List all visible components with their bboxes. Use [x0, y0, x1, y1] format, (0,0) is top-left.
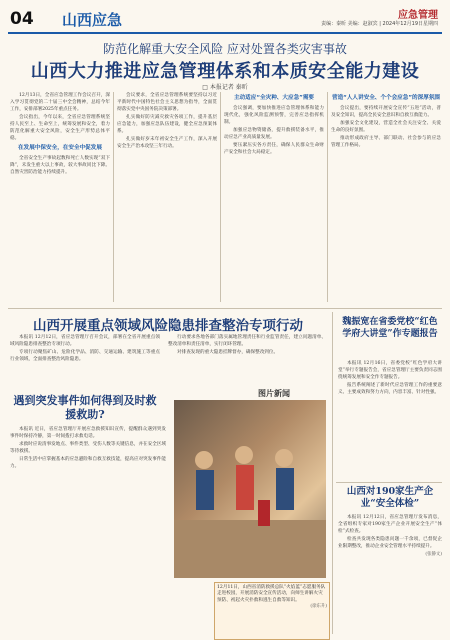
enterprise-credit: (张静文) — [425, 552, 442, 557]
column-divider — [327, 92, 328, 302]
section-brand: 应急管理 — [398, 10, 438, 21]
section-divider — [336, 482, 442, 483]
special-column-1 — [10, 334, 160, 390]
lead-paragraph: 扎实做好防灾减灾救灾各项工作，提升基层应急能力，加强应急队伍建设，健全应急预案体系。 — [117, 115, 217, 134]
photo-caption: 12月11日，山西省消防救援总队“火焰蓝”志愿服务队走进校园，开展消防安全宣传活动，向师生讲解火灾预防、初起火灾扑救和逃生自救等知识。 — [217, 585, 326, 603]
enterprise-paragraph: 检查共发现各类隐患问题一千余项，已督促企业限期整改，推动企业安全管理水平持续提升。 — [338, 537, 442, 549]
issue-meta: 责编：秦昕 美编：赵淑宾 | 2024年12月19日星期四 — [321, 21, 438, 27]
special-paragraph: 专项行动聚焦矿山、危险化学品、消防、交通运输、建筑施工等重点行业领域，全面排查整治风险隐患。 — [10, 350, 160, 362]
lead-paragraph: 会议强调，要加快推进应急管理体系和能力现代化，强化风险监测预警，完善应急指挥机制。 — [224, 106, 324, 125]
photo-credit: (徐东升) — [310, 604, 327, 610]
page-number: 04 — [10, 9, 34, 29]
column-divider — [113, 92, 114, 302]
lead-paragraph: 加强应急物资储备，提升救援装备水平，推动应急产业高质量发展。 — [224, 128, 324, 140]
lead-paragraph: 扎实做好岁末年初安全生产工作，深入开展安全生产治本攻坚三年行动。 — [117, 137, 217, 149]
lead-paragraph: 会议提出，要持续开展安全宣传“五进”活动，普及安全知识，提高全民安全意识和自救互救能力。 — [331, 106, 441, 118]
special-paragraph: 对排查发现的重大隐患挂牌督办，确保整改到位。 — [177, 350, 279, 355]
lead-subheading: 主动适应“全灾种、大应急”需要 — [233, 95, 315, 101]
enterprise-paragraph: 本报讯 12月12日，省应急管理厅发布消息，全省组织专家对190家生产企业开展安全生产“体检”式检查。 — [338, 515, 442, 534]
lead-subtitle: 防范化解重大安全风险 应对处置各类灾害事故 — [103, 42, 347, 56]
special-paragraph: 行动要求各地各部门落实属地管理责任和行业监管责任，建立问题清单、整改清单和责任清单，实行闭环管理。 — [168, 335, 326, 347]
section-title: 山西应急 — [62, 11, 123, 29]
lead-title: 山西大力推进应急管理体系和本质安全能力建设 — [30, 61, 420, 82]
rescue-paragraph: 求救时应说清事发地点、事件类型、受伤人数等关键信息，并在安全区域等待救援。 — [10, 442, 166, 454]
lead-paragraph: 会议要求，全省应急管理系统要坚持以习近平新时代中国特色社会主义思想为指导，全面贯彻落实党中央国务院决策部署。 — [117, 93, 217, 112]
lecture-paragraph: 本报讯 12月16日，省委党校“红色学府大讲堂”举行专题报告会，省应急管理厅主要负责同志围绕统筹发展和安全作专题报告。 — [338, 361, 442, 380]
fire-drill-illustration — [174, 400, 326, 578]
lead-paragraph: 推动形成政府主导、部门联动、社会参与的应急管理工作格局。 — [331, 136, 441, 148]
rescue-column — [10, 426, 166, 634]
lead-paragraph: 会议指出，今年以来，全省应急管理系统坚持人民至上、生命至上，统筹发展和安全，着力防范化解重大安全风险，安全生产形势总体平稳。 — [10, 115, 110, 141]
lead-paragraph: 全省安全生产事故起数和死亡人数实现“双下降”，未发生重大以上事故，较大事故同比下降。自然灾害防治能力持续提升。 — [10, 156, 110, 175]
lead-paragraph: 要压紧压实各方责任，确保人民群众生命财产安全和社会大局稳定。 — [224, 143, 324, 155]
lead-column-2 — [117, 92, 217, 304]
photo-news-label: 图片新闻 — [258, 389, 290, 398]
special-column-2 — [168, 334, 326, 390]
rescue-paragraph: 本报讯 近日，省应急管理厅开展应急救援知识宣传，提醒群众遇到突发事件时保持冷静，第一时间拨打求救电话。 — [10, 427, 166, 439]
lead-subheading: 营造“人人讲安全、个个会应急”的深厚氛围 — [331, 95, 441, 101]
news-photo — [174, 400, 326, 578]
header-rule — [8, 32, 442, 34]
lecture-column — [338, 360, 442, 478]
enterprise-column — [338, 514, 442, 626]
lecture-title: 魏振宽在省委党校“红色学府大讲堂”作专题报告 — [342, 317, 438, 339]
lead-column-4 — [331, 92, 441, 304]
lead-column-3 — [224, 92, 324, 304]
lead-byline: □ 本报记者 秦昕 — [202, 84, 248, 91]
rescue-title: 遇到突发事件如何得到及时救援救助? — [13, 394, 157, 421]
lead-paragraph: 12月13日，全省应急管理工作会议召开，深入学习贯彻党的二十届三中全会精神，总结今年工作，安排部署2025年重点任务。 — [10, 93, 110, 112]
lecture-paragraph: 报告系统阐述了新时代应急管理工作的重要意义、主要成效和努力方向，内容丰富、针对性强。 — [338, 383, 442, 395]
lead-subheading: 在发展中保安全，在安全中促发展 — [18, 145, 102, 151]
lead-paragraph: 加强安全文化建设，营造全社会关注安全、关爱生命的良好氛围。 — [331, 121, 441, 133]
column-divider — [332, 312, 333, 634]
page-header — [0, 0, 450, 34]
special-paragraph: 本报讯 12月12日，省应急管理厅召开会议，部署在全省开展重点领域风险隐患排查整治专项行动。 — [10, 335, 160, 347]
section-divider — [8, 308, 442, 309]
photo-caption-box — [214, 582, 330, 640]
enterprise-title: 山西对190家生产企业“安全体检” — [346, 486, 434, 509]
special-title: 山西开展重点领域风险隐患排查整治专项行动 — [33, 318, 303, 334]
lead-column-1 — [10, 92, 110, 304]
column-divider — [220, 92, 221, 302]
rescue-paragraph: 日常生活中应掌握基本的应急避险和自救互救技能，提高应对突发事件能力。 — [10, 457, 166, 469]
